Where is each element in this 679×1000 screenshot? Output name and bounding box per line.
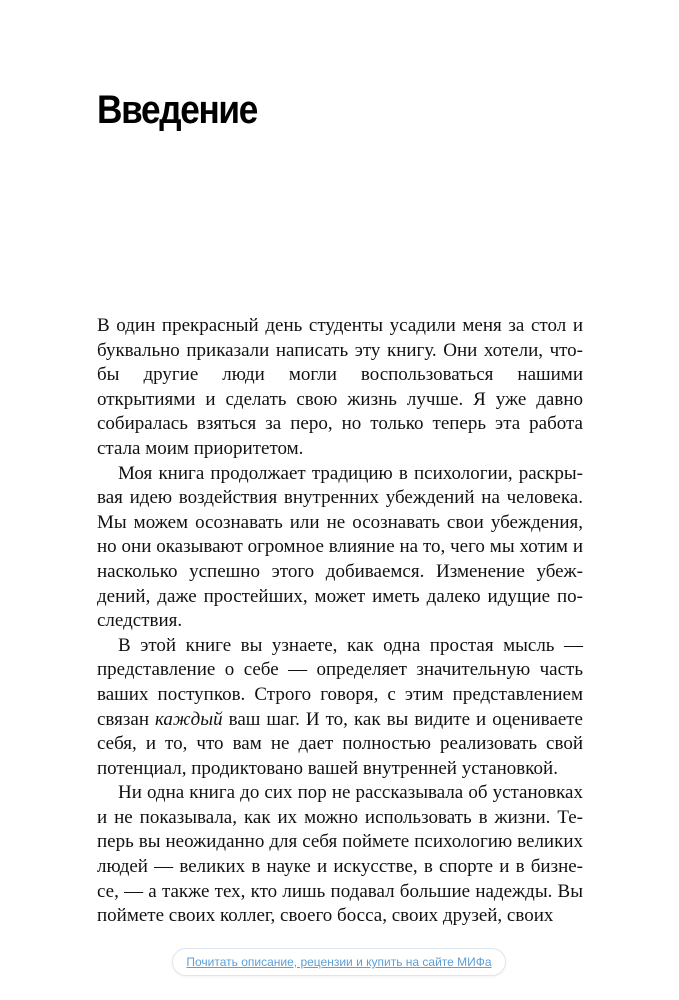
chapter-body xyxy=(97,314,583,929)
store-link-button[interactable] xyxy=(172,948,506,976)
paragraph-3-text-before: В этой книге вы узнаете, как одна простая мысль — представление о себе — определяет значительную часть ваших поступков. Строго говоря, с этим представлением связан xyxy=(97,634,583,730)
chapter-title: Введение xyxy=(97,88,258,132)
paragraph-2: Моя книга продолжает традицию в психологии, раскрывая идею воздействия внутренних убеждений на человека. Мы можем осознавать или не осознавать свои убеждения, но они оказывают огромное влияние на то, чего мы хотим и насколько успешно этого добиваемся. Изменение убеждений, даже простейших, может иметь далеко идущие последствия. xyxy=(97,462,583,632)
paragraph-4: Ни одна книга до сих пор не рассказывала об установках и не показывала, как их можно использовать в жизни. Теперь вы неожиданно для себя поймете психологию великих людей — великих в науке и искусстве, в спорте и в бизнесе, — а также тех, кто лишь подавал большие надежды. Вы поймете своих коллег, своего босса, своих друзей, своих xyxy=(97,782,583,927)
paragraph-3-emphasis: каждый xyxy=(155,708,223,730)
paragraph-3-text-after: ваш шаг. И то, как вы видите и оцениваете себя, и то, что вам не дает полностью реализовать свой потенциал, продиктовано вашей внутренней установкой. xyxy=(97,708,583,779)
paragraph-1: В один прекрасный день студенты усадили меня за стол и буквально приказали написать эту книгу. Они хотели, чтобы другие люди могли воспользоваться нашими открытиями и сделать свою жизнь лучше. Я уже давно собиралась взяться за перо, но только теперь эта работа стала моим приоритетом. xyxy=(97,315,583,459)
store-link-label: Почитать описание, рецензии и купить на сайте МИФа xyxy=(186,955,492,969)
paragraph-3 xyxy=(97,634,583,782)
